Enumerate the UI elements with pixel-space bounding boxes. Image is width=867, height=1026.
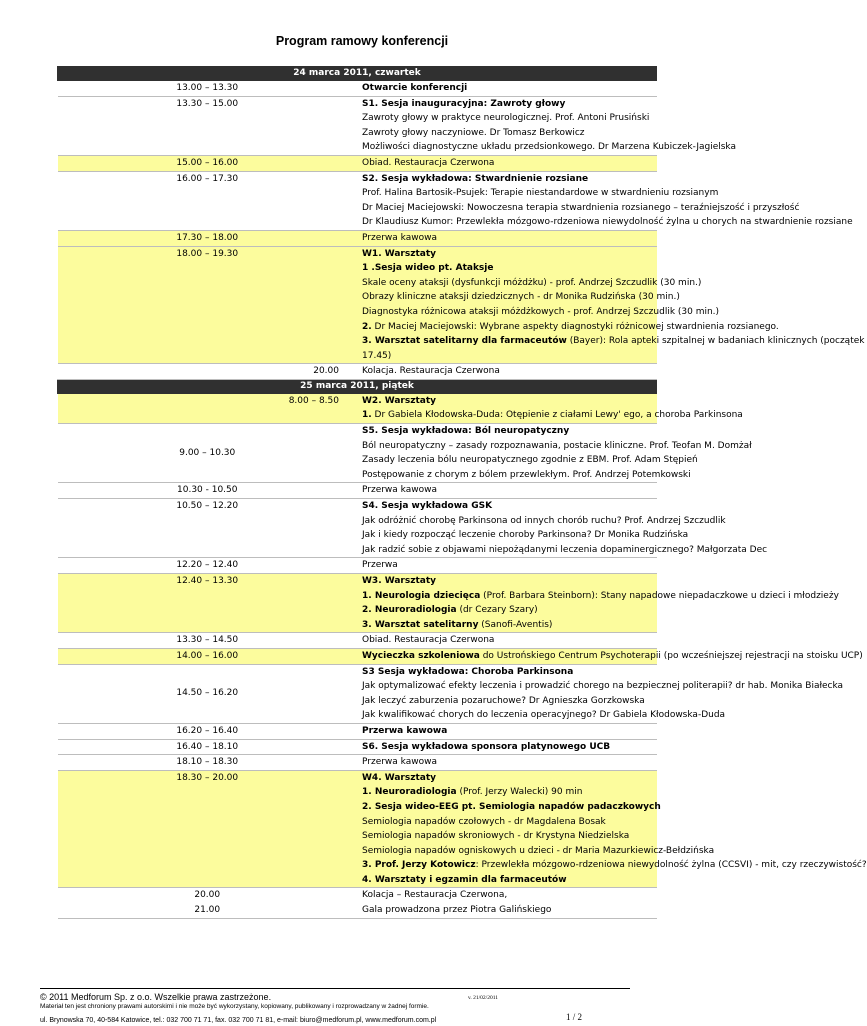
time-text: 16.00 – 17.30 — [176, 173, 239, 184]
time-cell — [58, 739, 358, 755]
content-line — [362, 543, 768, 558]
content-text: Kolacja – Restauracja Czerwona, — [362, 890, 508, 901]
time-text: 18.10 – 18.30 — [176, 757, 239, 768]
content-line — [362, 755, 657, 770]
content-line — [362, 424, 657, 439]
content-cell — [357, 155, 657, 171]
content-line — [362, 364, 657, 379]
content-line — [362, 844, 715, 859]
content-line — [362, 603, 657, 618]
schedule-row — [58, 393, 657, 423]
content-line — [362, 453, 698, 468]
content-line — [362, 771, 657, 786]
content-text: (Sanofi-Aventis) — [478, 619, 553, 630]
content-line — [362, 261, 657, 276]
day2-header-row — [58, 379, 657, 393]
schedule-row — [58, 664, 657, 723]
time-cell — [58, 96, 358, 155]
content-line — [362, 215, 853, 230]
content-line — [362, 649, 863, 664]
time-text: 12.20 – 12.40 — [176, 560, 239, 571]
content-line — [362, 111, 657, 126]
content-line — [362, 290, 680, 305]
content-cell — [357, 633, 657, 649]
content-text: Przerwa — [362, 560, 398, 571]
time-text: 14.50 – 16.20 — [176, 688, 239, 699]
content-text: Zawroty głowy naczyniowe. Dr Tomasz Berkowicz — [362, 127, 585, 138]
content-text: S2. Sesja wykładowa: Stwardnienie rozsiane — [362, 173, 589, 184]
content-line — [362, 858, 867, 873]
content-cell — [357, 424, 752, 483]
day1-header: 24 marca 2011, czwartek — [58, 67, 657, 81]
content-text: Diagnostyka różnicowa ataksji móżdżkowych - prof. Andrzej Szczudlik (30 min.) — [362, 306, 720, 317]
content-cell — [357, 96, 736, 155]
content-text: S6. Sesja wykładowa sponsora platynowego UCB — [362, 741, 611, 752]
content-text: 3. Warsztat satelitarny dla farmaceutów — [362, 336, 567, 347]
schedule-row — [58, 558, 657, 574]
content-text: (Bayer): Rola apteki szpitalnej w badaniach klinicznych (początek — [566, 336, 865, 347]
time-text: 20.00 — [194, 890, 221, 901]
content-text: Możliwości diagnostyczne układu przedsionkowego. Dr Marzena Kubiczek-Jagielska — [362, 142, 736, 153]
content-text: Skale oceny ataksji (dysfunkcji móżdżku) - prof. Andrzej Szczudlik (30 min.) — [362, 277, 702, 288]
time-text: 8.00 – 8.50 — [288, 395, 339, 406]
schedule-row — [58, 155, 657, 171]
content-line — [362, 172, 657, 187]
content-line — [362, 694, 657, 709]
content-text: Semiologia napadów czołowych - dr Magdalena Bosak — [362, 816, 606, 827]
content-line — [362, 276, 702, 291]
content-text: Dr Maciej Maciejowski: Wybrane aspekty diagnostyki różnicowej stwardnienia rozsianego. — [371, 321, 779, 332]
time-text: 17.30 – 18.00 — [176, 232, 239, 243]
content-line — [362, 589, 839, 604]
content-text: Przerwa kawowa — [362, 232, 437, 243]
content-line — [362, 829, 657, 844]
time-cell — [58, 888, 358, 918]
content-line — [362, 468, 691, 483]
content-text: S5. Sesja wykładowa: Ból neuropatyczny — [362, 426, 570, 437]
time-text: 9.00 – 10.30 — [179, 447, 236, 458]
time-cell — [58, 755, 358, 771]
schedule-row — [58, 96, 657, 155]
schedule-row — [58, 364, 657, 380]
content-text: Jak odróżnić chorobę Parkinsona od innych chorób ruchu? Prof. Andrzej Szczudlik — [362, 515, 726, 526]
time-text: 20.00 — [313, 366, 339, 377]
time-cell — [58, 648, 358, 664]
content-line — [362, 394, 657, 409]
content-cell — [357, 770, 867, 888]
content-text: Wycieczka szkoleniowa — [362, 650, 480, 661]
schedule-row — [58, 230, 657, 246]
content-cell — [357, 574, 839, 633]
schedule-row — [58, 739, 657, 755]
content-line — [362, 800, 661, 815]
content-line — [362, 186, 719, 201]
time-cell — [58, 424, 358, 483]
content-line — [362, 439, 752, 454]
content-text: Otwarcie konferencji — [362, 83, 468, 93]
content-cell — [357, 648, 863, 664]
content-text: Kolacja. Restauracja Czerwona — [362, 366, 500, 377]
content-line — [362, 81, 657, 96]
content-text: 2. — [362, 321, 372, 332]
content-text: 1. Neuroradiologia — [362, 787, 457, 798]
day1-header-row — [58, 67, 657, 81]
schedule-row — [58, 246, 657, 364]
time-text: 10.50 – 12.20 — [176, 501, 239, 512]
content-text: Dr Maciej Maciejowski: Nowoczesna terapia stwardnienia rozsianego – teraźniejszość i przyszłość — [362, 202, 800, 213]
time-text: 15.00 – 16.00 — [176, 157, 239, 168]
time-text: 13.30 – 14.50 — [176, 635, 239, 646]
content-text: (Prof. Jerzy Walecki) 90 min — [456, 787, 583, 798]
schedule-row — [58, 633, 657, 649]
schedule-row — [58, 171, 657, 230]
content-text: Postępowanie z chorym z bólem przewlekłym. Prof. Andrzej Potemkowski — [362, 469, 691, 480]
time-cell — [58, 393, 358, 423]
time-cell — [58, 499, 358, 558]
content-text: 3. Warsztat satelitarny — [362, 619, 479, 630]
day2-header: 25 marca 2011, piątek — [58, 379, 657, 393]
content-text: S3 Sesja wykładowa: Choroba Parkinsona — [362, 666, 574, 677]
content-text: Gala prowadzona przez Piotra Galińskiego — [362, 905, 552, 916]
content-text: Jak leczyć zaburzenia pozaruchowe? Dr Agnieszka Gorzkowska — [362, 695, 645, 706]
content-text: Prof. Halina Bartosik-Psujek: Terapie niestandardowe w stwardnieniu rozsianym — [362, 188, 719, 199]
content-line — [362, 873, 657, 888]
content-line — [362, 156, 657, 171]
content-text: Ból neuropatyczny – zasady rozpoznawania, postacie kliniczne. Prof. Teofan M. Domżał — [362, 440, 752, 451]
content-line — [362, 140, 736, 155]
schedule-row — [58, 81, 657, 97]
content-text: S1. Sesja inauguracyjna: Zawroty głowy — [362, 98, 566, 109]
content-text: Jak kwalifikować chorych do leczenia operacyjnego? Dr Gabiela Kłodowska-Duda — [362, 710, 726, 721]
schedule-row — [58, 888, 657, 918]
content-cell — [357, 558, 657, 574]
content-text: Obrazy kliniczne ataksji dziedzicznych - dr Monika Rudzińska (30 min.) — [362, 292, 680, 303]
time-cell — [58, 230, 358, 246]
content-line — [362, 499, 657, 514]
content-line — [362, 408, 743, 423]
content-line — [362, 888, 657, 903]
footer-rule — [40, 988, 630, 989]
content-text: : Przewlekła mózgowo-rdzeniowa niewydolność żylna (CCSVI) - mit, czy rzeczywistość? — [475, 860, 867, 871]
content-text: 4. Warsztaty i egzamin dla farmaceutów — [362, 874, 567, 885]
content-line — [362, 201, 800, 216]
content-text: Przerwa kawowa — [362, 725, 448, 736]
footer — [40, 988, 630, 1026]
schedule-row — [58, 723, 657, 739]
content-line — [362, 126, 657, 141]
content-cell — [357, 246, 865, 364]
content-line — [362, 679, 844, 694]
schedule-row — [58, 499, 657, 558]
time-cell — [58, 171, 358, 230]
content-line — [362, 528, 689, 543]
page-number: 1 / 2 — [566, 1012, 583, 1022]
time-text: 14.00 – 16.00 — [176, 650, 239, 661]
time-cell — [58, 633, 358, 649]
footer-address: ul. Brynowska 70, 40-584 Katowice, tel.: 032 700 71 71, fax. 032 700 71 81, e-mail: biuro@medforum.pl, www.medforum.com.pl — [40, 1017, 437, 1024]
schedule-row — [58, 755, 657, 771]
content-line — [362, 618, 657, 633]
time-cell — [58, 558, 358, 574]
content-line — [362, 574, 657, 589]
content-cell — [357, 393, 743, 423]
time-cell — [58, 483, 358, 499]
content-text: Jak radzić sobie z objawami niepożądanymi leczenia dopaminergicznego? Małgorzata Dec — [362, 544, 768, 555]
content-line — [362, 231, 657, 246]
content-cell — [357, 499, 768, 558]
content-cell — [357, 364, 657, 380]
content-text: 1 .Sesja wideo pt. Ataksje — [362, 263, 494, 274]
content-line — [362, 633, 657, 648]
content-line — [362, 665, 657, 680]
content-text: 17.45) — [362, 350, 392, 361]
content-text: Przerwa kawowa — [362, 757, 437, 768]
time-cell — [58, 770, 358, 888]
content-text: Jak optymalizować efekty leczenia i prowadzić chorego na bezpiecznej politerapii? dr hab. Monika Białecka — [362, 681, 844, 692]
time-text: 21.00 — [194, 905, 221, 916]
content-line — [362, 349, 657, 364]
content-line — [362, 247, 657, 262]
content-text: 1. — [362, 410, 372, 421]
content-line — [362, 97, 657, 112]
schedule-row — [58, 648, 657, 664]
content-text: Dr Klaudiusz Kumor: Przewlekła mózgowo-rdzeniowa niewydolność żylna u chorych na stwardnienie rozsiane — [362, 217, 853, 228]
page-title: Program ramowy konferencji — [275, 34, 449, 48]
content-line — [362, 305, 720, 320]
content-cell — [357, 171, 853, 230]
time-cell — [58, 246, 358, 364]
content-text: S4. Sesja wykładowa GSK — [362, 501, 493, 512]
time-text: 12.40 – 13.30 — [176, 576, 239, 586]
footer-notice: Materiał ten jest chroniony prawami autorskimi i nie może być wykorzystany, kopiowany, publikowany i rozprowadzany w żadnej formie. — [40, 1003, 429, 1010]
content-line — [362, 740, 657, 755]
content-text: Zawroty głowy w praktyce neurologicznej. Prof. Antoni Prusiński — [362, 113, 650, 124]
time-cell — [58, 574, 358, 633]
content-text: 2. Neuroradiologia — [362, 605, 457, 616]
time-text: 13.30 – 15.00 — [176, 98, 239, 109]
content-text: Semiologia napadów skroniowych - dr Krystyna Niedzielska — [362, 831, 630, 842]
content-text: Obiad. Restauracja Czerwona — [362, 157, 495, 168]
program-table — [57, 66, 867, 919]
content-line — [362, 334, 865, 349]
content-cell — [357, 664, 844, 723]
content-cell — [357, 483, 657, 499]
content-text: Dr Gabiela Kłodowska-Duda: Otępienie z ciałami Lewy' ego, a choroba Parkinsona — [371, 410, 743, 421]
schedule-row — [58, 424, 657, 483]
content-line — [362, 320, 779, 335]
content-text: Przerwa kawowa — [362, 485, 437, 496]
time-cell — [58, 155, 358, 171]
time-cell — [58, 364, 358, 380]
content-cell — [357, 739, 657, 755]
time-text: 18.30 – 20.00 — [176, 772, 239, 783]
time-text: 10.30 - 10.50 — [177, 485, 238, 496]
content-line — [362, 514, 726, 529]
content-cell — [357, 888, 657, 918]
content-text: Semiologia napadów ogniskowych u dzieci - dr Maria Mazurkiewicz-Bełdzińska — [362, 845, 715, 856]
schedule-row — [58, 483, 657, 499]
schedule-row — [58, 574, 657, 633]
content-text: W4. Warsztaty — [362, 772, 436, 783]
content-text: Jak i kiedy rozpocząć leczenie choroby Parkinsona? Dr Monika Rudzińska — [362, 530, 689, 541]
time-cell — [58, 723, 358, 739]
content-text: Obiad. Restauracja Czerwona — [362, 635, 495, 646]
content-text: W1. Warsztaty — [362, 248, 436, 259]
content-text: (Prof. Barbara Steinborn): Stany napadowe niepadaczkowe u dzieci i młodzieży — [480, 590, 839, 601]
content-line — [362, 708, 726, 723]
content-line — [362, 724, 657, 739]
time-text: 13.00 – 13.30 — [176, 83, 239, 93]
time-cell — [58, 664, 358, 723]
content-text: 2. Sesja wideo-EEG pt. Semiologia napadów padaczkowych — [362, 801, 661, 812]
footer-copyright: © 2011 Medforum Sp. z o.o. Wszelkie prawa zastrzeżone. — [40, 992, 272, 1002]
content-cell — [357, 723, 657, 739]
content-text: 3. Prof. Jerzy Kotowicz — [362, 860, 476, 871]
content-line — [362, 785, 657, 800]
content-line — [362, 815, 657, 830]
content-text: W2. Warsztaty — [362, 395, 436, 406]
content-line — [362, 903, 657, 918]
footer-version: v. 21/02/2011 — [468, 995, 498, 1001]
content-text: do Ustrońskiego Centrum Psychoterapii (po wcześniejszej rejestracji na stoisku UCP) — [479, 650, 863, 661]
schedule-row — [58, 770, 657, 888]
content-line — [362, 558, 657, 573]
content-text: 1. Neurologia dziecięca — [362, 590, 481, 601]
time-text: 16.20 – 16.40 — [176, 725, 239, 736]
content-text: (dr Cezary Szary) — [456, 605, 538, 616]
content-text: Zasady leczenia bólu neuropatycznego zgodnie z EBM. Prof. Adam Stępień — [362, 455, 698, 466]
time-text: 16.40 – 18.10 — [176, 741, 239, 752]
content-cell — [357, 81, 657, 97]
content-cell — [357, 230, 657, 246]
content-text: W3. Warsztaty — [362, 576, 436, 586]
time-text: 18.00 – 19.30 — [176, 248, 239, 259]
content-cell — [357, 755, 657, 771]
content-line — [362, 483, 657, 498]
time-cell — [58, 81, 358, 97]
